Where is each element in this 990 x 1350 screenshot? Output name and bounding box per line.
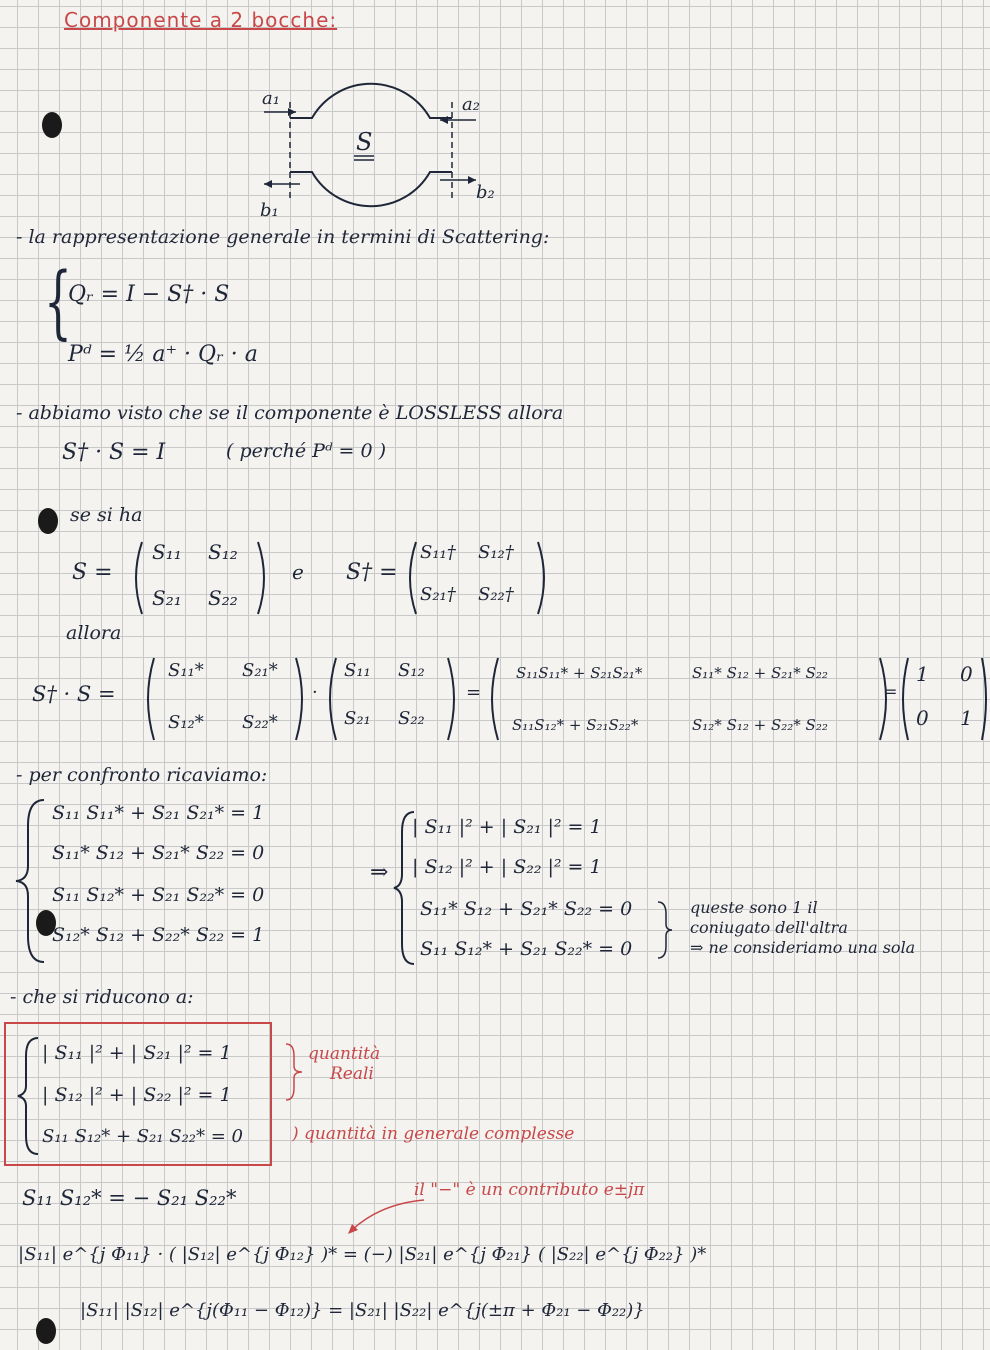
lossless-text: - abbiamo visto che se il componente è LOSSLESS allora: [16, 402, 564, 424]
matrix-s-brackets: [128, 538, 278, 618]
eq-qr: Qᵣ = I − S† · S: [68, 282, 230, 307]
allora-text: allora: [66, 622, 122, 644]
label-s: S: [356, 128, 373, 156]
matrix-prod-22: S₁₂* S₁₂ + S₂₂* S₂₂: [692, 716, 828, 734]
riducono-text: - che si riducono a:: [10, 986, 194, 1008]
matrix-prod-21: S₁₁S₁₂* + S₂₁S₂₂*: [512, 716, 639, 734]
two-port-diagram: [250, 80, 510, 230]
matrix-sstar-12: S₂₁*: [242, 660, 278, 681]
matrix-s2-brackets: [322, 654, 462, 744]
and-text: e: [292, 560, 304, 584]
label-a1: a₁: [262, 88, 280, 109]
system-brace: {: [44, 255, 72, 348]
matrix-s2-22: S₂₂: [398, 708, 425, 729]
left-eq-1: S₁₁ S₁₁* + S₂₁ S₂₁* = 1: [52, 802, 265, 824]
right-eq-3: S₁₁* S₁₂ + S₂₁* S₂₂ = 0: [420, 898, 633, 920]
matrix-i-11: 1: [916, 662, 929, 686]
page-title: Componente a 2 bocche:: [64, 8, 338, 32]
matrix-sdag-12: S₁₂†: [478, 542, 514, 563]
matrix-s2-11: S₁₁: [344, 660, 371, 681]
matrix-prod-12: S₁₁* S₁₂ + S₂₁* S₂₂: [692, 664, 828, 682]
red-arrow: [340, 1196, 430, 1236]
reali-line-2: Reali: [330, 1064, 374, 1084]
boxed-eq-2: | S₁₂ |² + | S₂₂ |² = 1: [42, 1084, 232, 1106]
left-eq-4: S₁₂* S₁₂ + S₂₂* S₂₂ = 1: [52, 924, 265, 946]
reali-line-1: quantità: [308, 1044, 381, 1064]
se-si-ha: se si ha: [70, 504, 143, 526]
matrix-i-21: 0: [916, 706, 929, 730]
matrix-sdag-21: S₂₁†: [420, 584, 456, 605]
eq-perche: ( perché Pᵈ = 0 ): [226, 440, 387, 462]
matrix-i-22: 1: [960, 706, 973, 730]
matrix-sdag-11: S₁₁†: [420, 542, 456, 563]
final-eq-1: S₁₁ S₁₂* = − S₂₁ S₂₂*: [22, 1186, 237, 1210]
matrix-prod-11: S₁₁S₁₁* + S₂₁S₂₁*: [516, 664, 643, 682]
label-a2: a₂: [462, 94, 480, 115]
binder-hole: [38, 508, 58, 534]
matrix-s-21: S₂₁: [152, 586, 182, 610]
final-eq-3: |S₁₁| |S₁₂| e^{j(Φ₁₁ − Φ₁₂)} = |S₂₁| |S₂₂| e^{j(±π + Φ₂₁ − Φ₂₂)}: [80, 1300, 645, 1321]
matrix-sstar-21: S₁₂*: [168, 712, 204, 733]
left-eq-2: S₁₁* S₁₂ + S₂₁* S₂₂ = 0: [52, 842, 265, 864]
boxed-brace: [14, 1034, 44, 1158]
matrix-sstar-brackets: [140, 654, 310, 744]
label-b1: b₁: [260, 200, 279, 221]
implies-arrow: ⇒: [370, 860, 389, 885]
boxed-eq-1: | S₁₁ |² + | S₂₁ |² = 1: [42, 1042, 232, 1064]
matrix-identity-brackets: [896, 654, 990, 744]
matrix-s-11: S₁₁: [152, 540, 182, 564]
matrix-s-22: S₂₂: [208, 586, 238, 610]
note-line-3: ⇒ ne consideriamo una sola: [690, 938, 916, 957]
right-eq-4: S₁₁ S₁₂* + S₂₁ S₂₂* = 0: [420, 938, 633, 960]
left-system-brace: [10, 796, 50, 966]
matrix-sdag-22: S₂₂†: [478, 584, 514, 605]
equals-sign-2: =: [884, 682, 898, 701]
matrix-s2-12: S₁₂: [398, 660, 425, 681]
complesse-note: ) quantità in generale complesse: [292, 1124, 575, 1144]
eq-pd: Pᵈ = ½ a⁺ · Qᵣ · a: [68, 342, 258, 367]
note-line-1: queste sono 1 il: [690, 898, 818, 917]
meno-note: il "−" è un contributo e±jπ: [414, 1180, 645, 1200]
matrix-sstar-22: S₂₂*: [242, 712, 278, 733]
equals-sign: =: [466, 682, 482, 703]
note-line-2: coniugato dell'altra: [690, 918, 848, 937]
right-eq-2: | S₁₂ |² + | S₂₂ |² = 1: [412, 856, 602, 878]
complesse-text: quantità in generale complesse: [304, 1124, 575, 1144]
s-eq-label: S =: [72, 560, 113, 585]
boxed-eq-3: S₁₁ S₁₂* + S₂₁ S₂₂* = 0: [42, 1126, 243, 1147]
matrix-i-12: 0: [960, 662, 973, 686]
matrix-sstar-11: S₁₁*: [168, 660, 204, 681]
sdag-eq-label: S† =: [346, 560, 398, 585]
final-eq-2: |S₁₁| e^{j Φ₁₁} · ( |S₁₂| e^{j Φ₁₂} )* = (−) |S₂₁| e^{j Φ₂₁} ( |S₂₂| e^{j Φ₂₂} )*: [18, 1244, 707, 1265]
right-eq-1: | S₁₁ |² + | S₂₁ |² = 1: [412, 816, 602, 838]
reali-brace: [280, 1040, 310, 1104]
left-eq-3: S₁₁ S₁₂* + S₂₁ S₂₂* = 0: [52, 884, 265, 906]
binder-hole: [36, 1318, 56, 1344]
confronto-text: - per confronto ricaviamo:: [16, 764, 268, 786]
matrix-s-12: S₁₂: [208, 540, 238, 564]
conjugate-brace: [654, 900, 674, 960]
matrix-s2-21: S₂₁: [344, 708, 371, 729]
label-b2: b₂: [476, 182, 495, 203]
dot-operator: ·: [312, 682, 318, 703]
binder-hole: [42, 112, 62, 138]
eq-unitary: S† · S = I: [62, 440, 166, 465]
intro-scattering: - la rappresentazione generale in termini di Scattering:: [16, 226, 550, 248]
prod-eq-label: S† · S =: [32, 682, 116, 706]
